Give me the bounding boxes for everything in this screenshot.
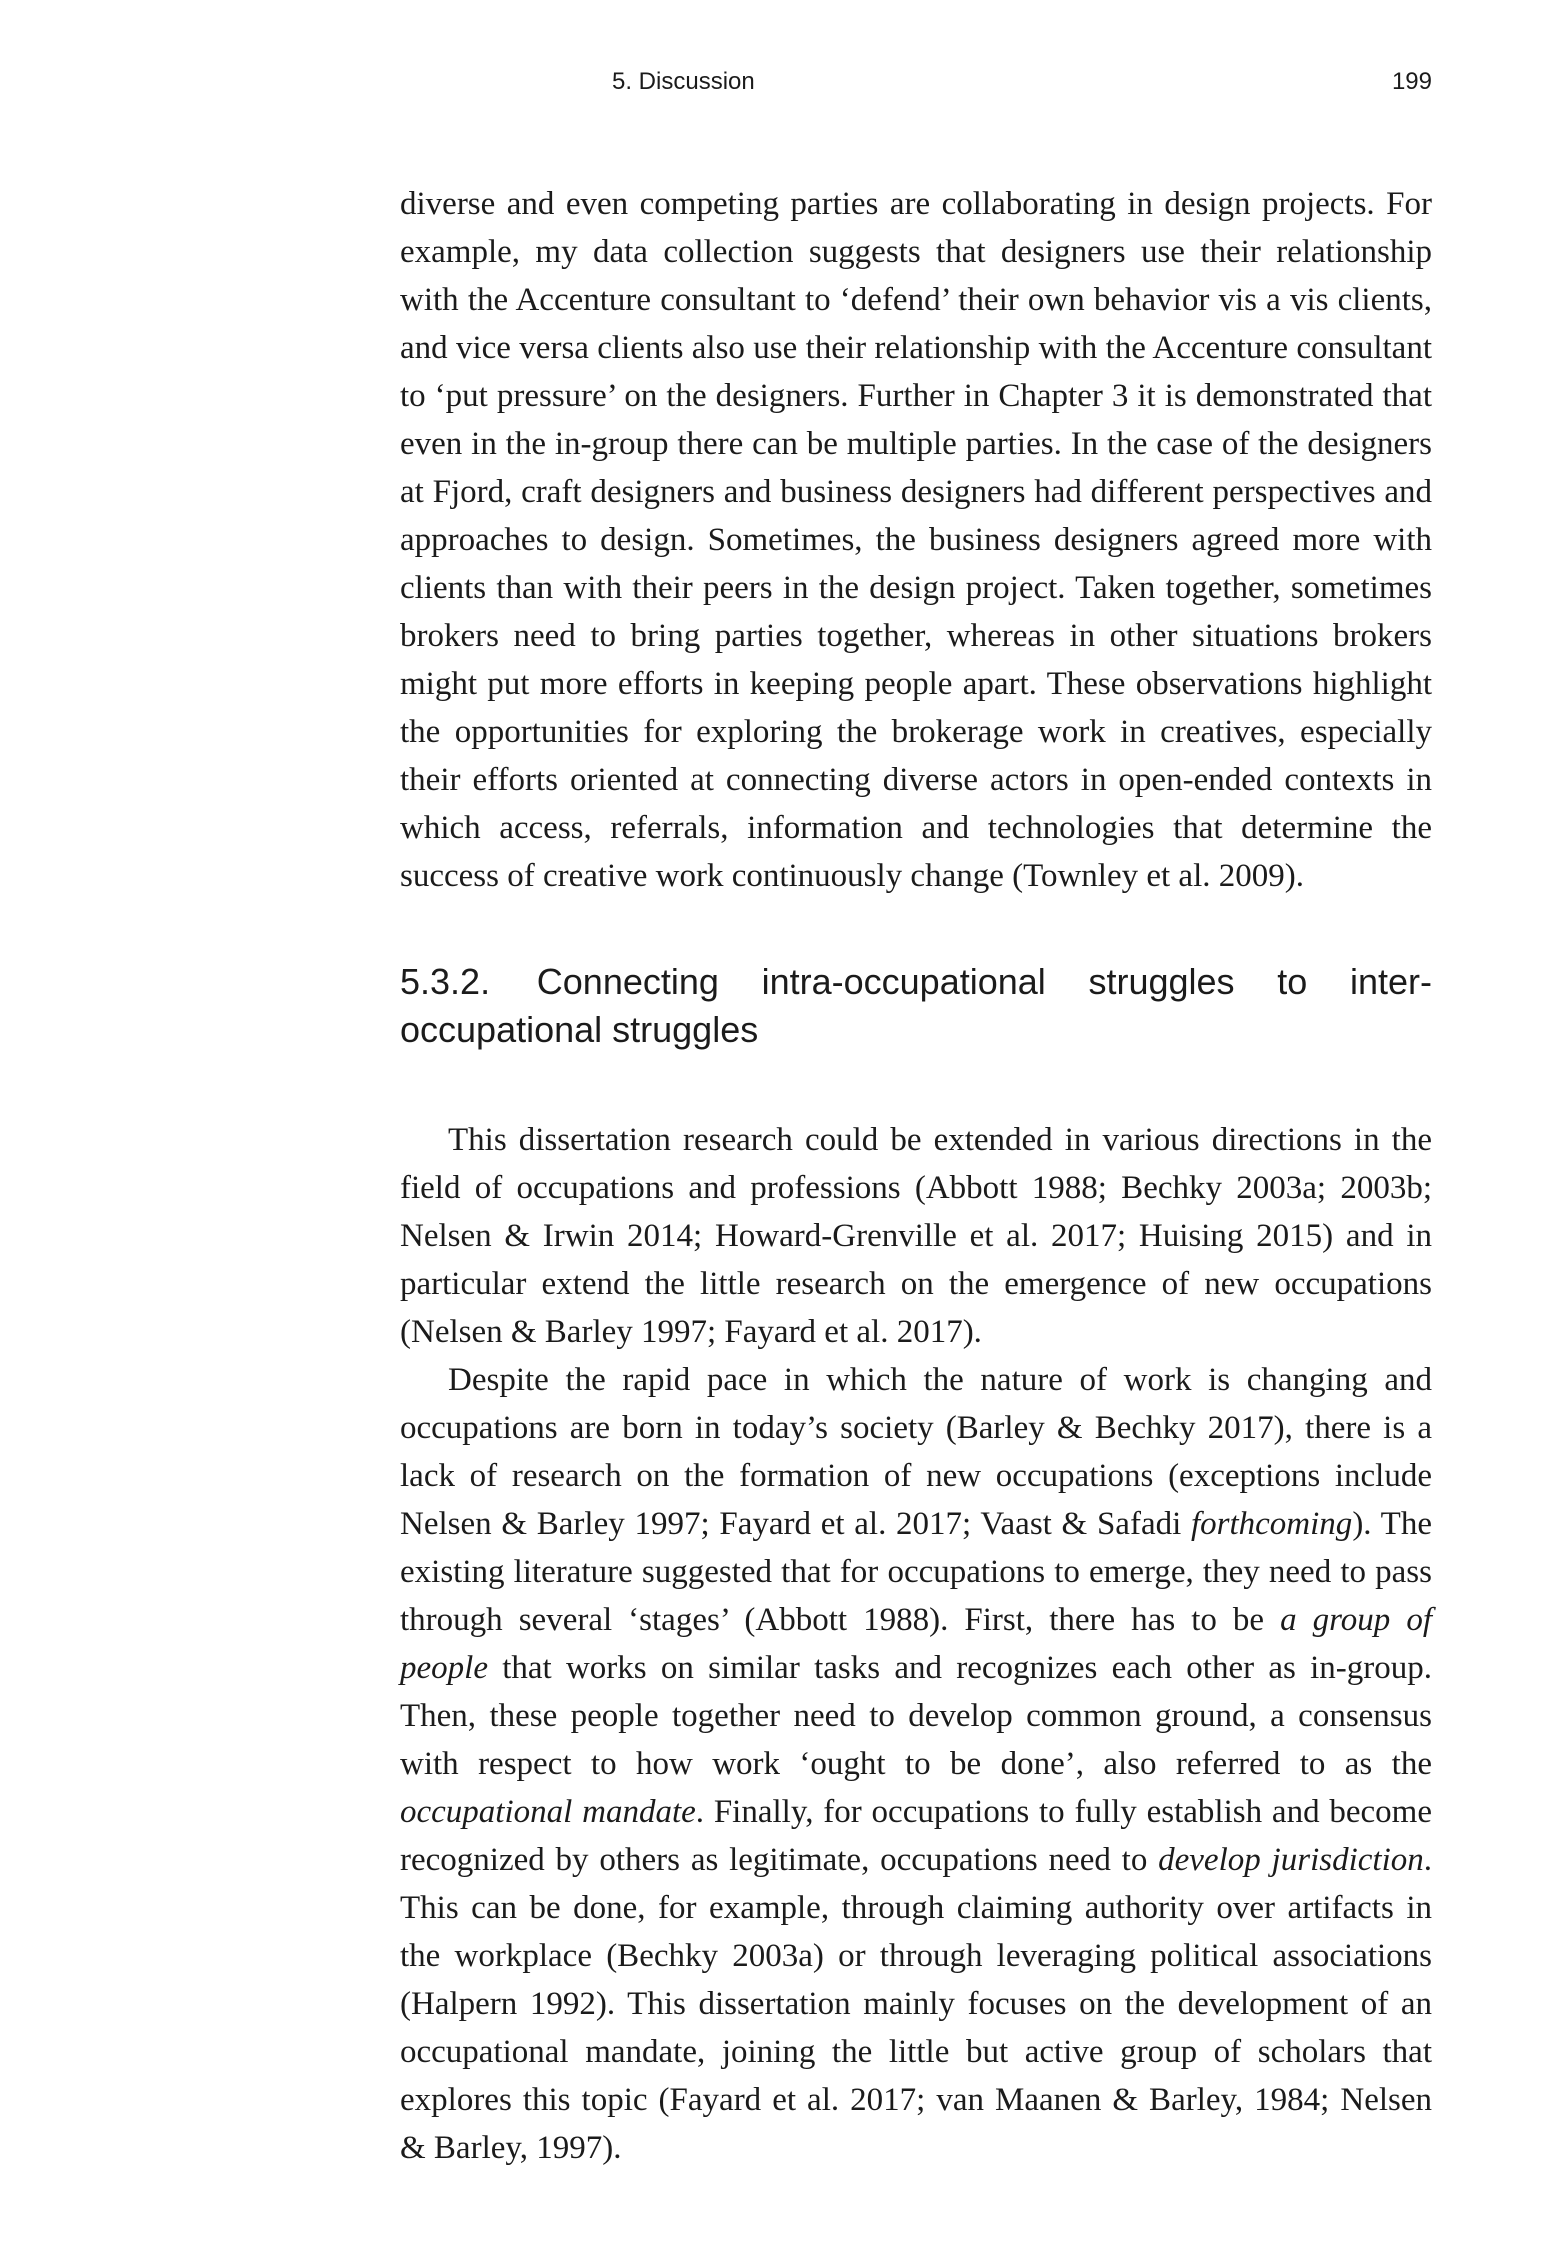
italic-term: a group of people <box>400 1602 1432 1686</box>
page-number: 199 <box>1391 68 1432 95</box>
italic-term: develop jurisdiction <box>1158 1842 1424 1878</box>
text-run: Despite the rapid pace in which the nature of work is changing and occupations are born in today’s society (Barley & Bechky 2017), there is a lack of research on the formation of new occupations (exceptions include Nelsen & Barley 1997; Fayard et al. 2017; Vaast & Safadi <box>400 1362 1432 1542</box>
text-run: ). The existing literature suggested that for occupations to emerge, they need to pass through several ‘stages’ (Abbott 1988). First, there has to be <box>400 1506 1432 1638</box>
paragraph: This dissertation research could be extended in various directions in the field of occupations and professions (Abbott 1988; Bechky 2003a; 2003b; Nelsen & Irwin 2014; Howard-Grenville et al. 2017; Huising 2015) and in particular extend the little research on the emergence of new occupations (Nelsen & Barley 1997; Fayard et al. 2017). <box>400 1122 1432 1350</box>
paragraph: diverse and even competing parties are collaborating in design projects. For example, my data collection suggests that designers use their relationship with the Accenture consultant to ‘defend’ their own behavior vis a vis clients, and vice versa clients also use their relationship with the Accenture consultant to ‘put pressure’ on the designers. Further in Chapter 3 it is demonstrated that even in the in-group there can be multiple parties. In the case of the designers at Fjord, craft designers and business designers had different perspectives and approaches to design. Sometimes, the business designers agreed more with clients than with their peers in the design project. Taken together, sometimes brokers need to bring parties together, whereas in other situations brokers might put more efforts in keeping people apart. These observations highlight the opportunities for exploring the brokerage work in creatives, especially their efforts oriented at connecting diverse actors in open-ended contexts in which access, referrals, information and technologies that determine the success of creative work continuously change (Townley et al. 2009). <box>400 186 1432 894</box>
italic-term: occupational mandate <box>400 1794 696 1830</box>
section-number: 5.3.2. <box>400 961 491 1002</box>
text-run: . This can be done, for example, through claiming authority over artifacts in the workplace (Bechky 2003a) or through leveraging political associations (Halpern 1992). This dissertation mainly focuses on the development of an occupational mandate, joining the little but active group of scholars that explores this topic (Fayard et al. 2017; van Maanen & Barley, 1984; Nelsen & Barley, 1997). <box>400 1842 1432 2166</box>
section-title: Connecting intra-occupational struggles to inter-occupational struggles <box>400 961 1432 1050</box>
italic-term: forthcoming <box>1190 1506 1353 1542</box>
chapter-title: 5. Discussion <box>612 68 755 95</box>
section-heading <box>400 958 1432 1054</box>
running-header <box>612 68 1432 102</box>
text-run: that works on similar tasks and recognizes each other as in-group. Then, these people together need to develop common ground, a consensus with respect to how work ‘ought to be done’, also referred to as the <box>400 1650 1432 1782</box>
paragraph <box>400 1356 1432 2172</box>
text-run: . Finally, for occupations to fully establish and become recognized by others as legitimate, occupations need to <box>400 1794 1432 1878</box>
body-text <box>400 180 1432 2172</box>
